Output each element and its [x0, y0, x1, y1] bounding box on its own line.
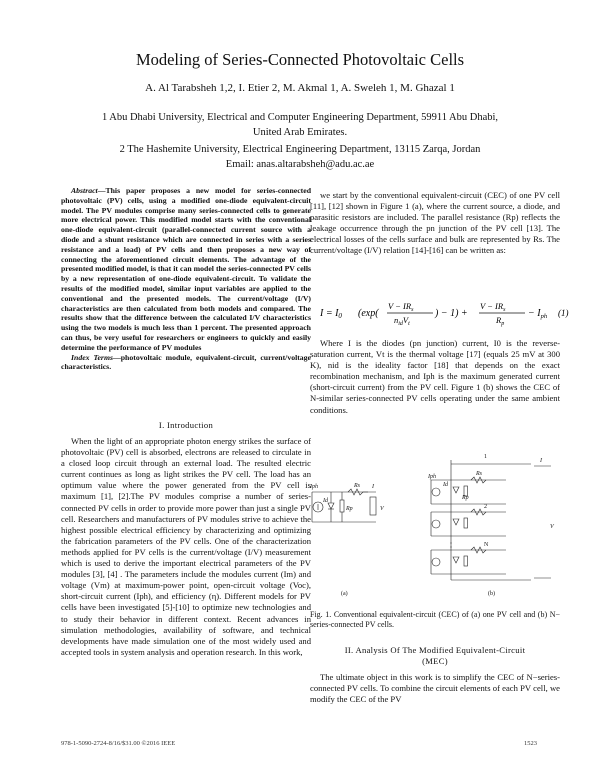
label-b-rs: Rs — [476, 471, 482, 477]
equation-1 — [318, 298, 580, 328]
label-b-v: V — [550, 524, 554, 530]
circuit-a — [312, 489, 376, 522]
eq-num1: V − IR — [388, 301, 412, 311]
eq-den1b: V — [402, 315, 409, 325]
eq-num2: V − IR — [480, 301, 504, 311]
eq-exp-open: (exp( — [358, 308, 379, 319]
eq-lhs: I = I — [320, 308, 339, 319]
section-1-heading: I. Introduction — [158, 420, 214, 430]
section-2-heading-line2: (MEC) — [422, 656, 448, 667]
label-b-id: Id — [443, 482, 448, 488]
eq-sub-s2: s — [503, 307, 506, 313]
figure-label-a: (a) — [341, 591, 348, 597]
label-a-i: I — [372, 484, 374, 490]
paper-title: Modeling of Series-Connected Photovoltaic Cells — [135, 50, 465, 69]
affiliation-1 — [40, 110, 560, 140]
index-terms-text: —photovoltaic module, equivalent-circuit, current/voltage characteristics. — [61, 352, 311, 372]
section-2-heading-line1: II. Analysis Of The Modified Equivalent-Circuit — [344, 645, 526, 655]
abstract-block — [61, 186, 311, 372]
label-cell-n: N — [484, 542, 489, 548]
eq-sub0: 0 — [338, 312, 342, 320]
affiliation-1-line1: 1 Abu Dhabi University, Electrical and Computer Engineering Department, 59911 Abu Dhabi, — [101, 112, 499, 123]
label-a-id: Id — [323, 498, 328, 504]
right-para-2-text: Where I is the diodes (pn junction) current, I0 is the reverse-saturation current, Vt is the thermal voltage [17] (equals 25 mV at 300 K), nid is the ideality factor [18] that depends on the exact recombination mechanism, and Iph is the maximum generated current (short-circuit current) from the PV cell. Figure 1 (b) shows the CEC of N-similar series-connected PV cells operating under the same ambient conditions. — [310, 338, 560, 415]
footer-copyright: 978-1-5090-2724-8/16/$31.00 ©2016 IEEE — [61, 740, 176, 747]
svg-text:V − IRs — [388, 301, 414, 313]
label-a-iph: Iph — [310, 484, 318, 490]
right-column-para-2 — [310, 338, 560, 416]
eq-number: (1) — [558, 308, 569, 318]
eq-den1: n — [394, 315, 399, 325]
right-para-1-text: we start by the conventional equivalent-circuit (CEC) of one PV cell [11], [12] shown in Figure 1 (a), where the current source, a diode, and parasitic resistors are included. The parallel resistance (Rp) reflects the leakage occurrence through the pn junction of the PV cell [13]. The electrical losses of the cells surface and bulk are represented by Rs. The current/voltage (I/V) relation [14]-[16] can be written as: — [310, 190, 560, 256]
label-a-rs: Rs — [354, 483, 360, 489]
label-a-rp: Rp — [346, 506, 353, 512]
eq-sub-s: s — [411, 307, 414, 313]
label-cell-2: 2 — [484, 504, 487, 510]
index-terms-label: Index Terms — [71, 352, 113, 362]
eq-den2: R — [496, 315, 502, 325]
affiliation-2: 2 The Hashemite University, Electrical Engineering Department, 13115 Zarqa, Jordan — [119, 144, 481, 155]
affiliation-1-line2: United Arab Emirates. — [252, 127, 348, 138]
label-cell-1: 1 — [484, 454, 487, 460]
abstract-label: Abstract — [71, 186, 98, 195]
section-1-text: When the light of an appropriate photon energy strikes the surface of photovoltaic (PV) cell is absorbed, electrons are released to circulate in a closed loop circuit through an external load. The resulted electric current continues as long as light strikes the PV cell. The load has an optimum value where the power generated from the PV cell is maximum [1], [2].The PV modules comprise a number of series-connected PV cells in order to provide more power than just a single PV cell. Researchers and manufacturers of PV modules strive to achieve the highest possible electrical efficiency by characterizing and optimizing the fabrication parameters of the PV cells. One of the characterization methods applied for PV cells is the current/voltage (I/V) measurement which is used to derive the important electrical parameters of the PV modules [3], [4] . The parameters include the modules current (Im) and voltage (Vm) at maximum-power point, open-circuit voltage (Voc), short-circuit current (Iph), and efficiency (η). Different models for PV cells have been investigated [5]-[10] to optimize new technologies and to study their behavior in different context. Recent advances in simulation methodologies, availability of software, and technical developments have made simulation one of the most widely used and accepted tools in system analysis and operation research. In this work, — [61, 436, 311, 657]
figure-label-b: (b) — [488, 591, 495, 597]
svg-text:− Iph — [528, 308, 547, 320]
eq-sub-ph: ph — [540, 313, 548, 320]
svg-text:nidVt — [394, 315, 410, 327]
figure-1-caption: Fig. 1. Conventional equivalent-circuit (CEC) of (a) one PV cell and (b) N− series-connected PV cells. — [310, 610, 560, 629]
label-a-v: V — [380, 506, 384, 512]
section-2-heading — [310, 645, 560, 667]
label-b-iph: Iph — [428, 474, 436, 480]
contact-email: Email: anas.altarabsheh@adu.ac.ae — [225, 159, 375, 170]
circuit-b — [431, 460, 551, 580]
equation-graphic — [318, 298, 580, 328]
section-2-body — [310, 672, 560, 705]
figure-1-circuits — [306, 450, 568, 605]
section-2-text: The ultimate object in this work is to simplify the CEC of N−series-connected PV cells. To combine the circuit elements of each PV cell, we modify the CEC of the PV — [310, 672, 560, 705]
right-column-para-1 — [310, 190, 560, 257]
eq-sub-p: p — [501, 321, 505, 327]
eq-sub-t: t — [408, 321, 410, 327]
label-b-rp: Rp — [462, 495, 469, 501]
section-1-body — [61, 436, 311, 658]
svg-text:V − IRs — [480, 301, 506, 313]
eq-sub-id: id — [398, 321, 403, 327]
svg-text:Rp — [495, 315, 504, 327]
svg-text:I = I0 — [319, 308, 342, 320]
footer-page-number: 1523 — [524, 740, 537, 747]
eq-minus: − I — [528, 308, 541, 319]
author-list: A. Al Tarabsheh 1,2, I. Etier 2, M. Akmal 1, A. Sweleh 1, M. Ghazal 1 — [145, 82, 455, 94]
eq-close: ) − 1) + — [435, 308, 468, 319]
abstract-text: —This paper proposes a new model for series-connected photovoltaic (PV) cells, using a modified one-diode equivalent-circuit model. The PV modules comprise many series-connected cells to generate more electrical power. This modified model starts with the conventional one-diode equivalent-circuit (parallel-connected current source with a diode and a shunt resistance which are connected in series with a series resistance and a load) of PV cells and then proposes a new way of connecting the aforementioned circuit elements. The advantage of the presented modified model, is that it can model the series-connected PV cells by a new representation of one-diode equivalent-circuit. To validate the results of the modified model, similar input variables are applied to the conventional and the presented models. The current/voltage (I/V) characteristics are then calculated from both models and compared. The results show that the difference between the calculated I/V characteristics using the two models is much less than 1 percent. The presented approach can thus, be very useful for researchers or engineers to quickly and easily determine the performance of PV modules — [61, 186, 311, 352]
label-b-i: I — [540, 458, 542, 464]
